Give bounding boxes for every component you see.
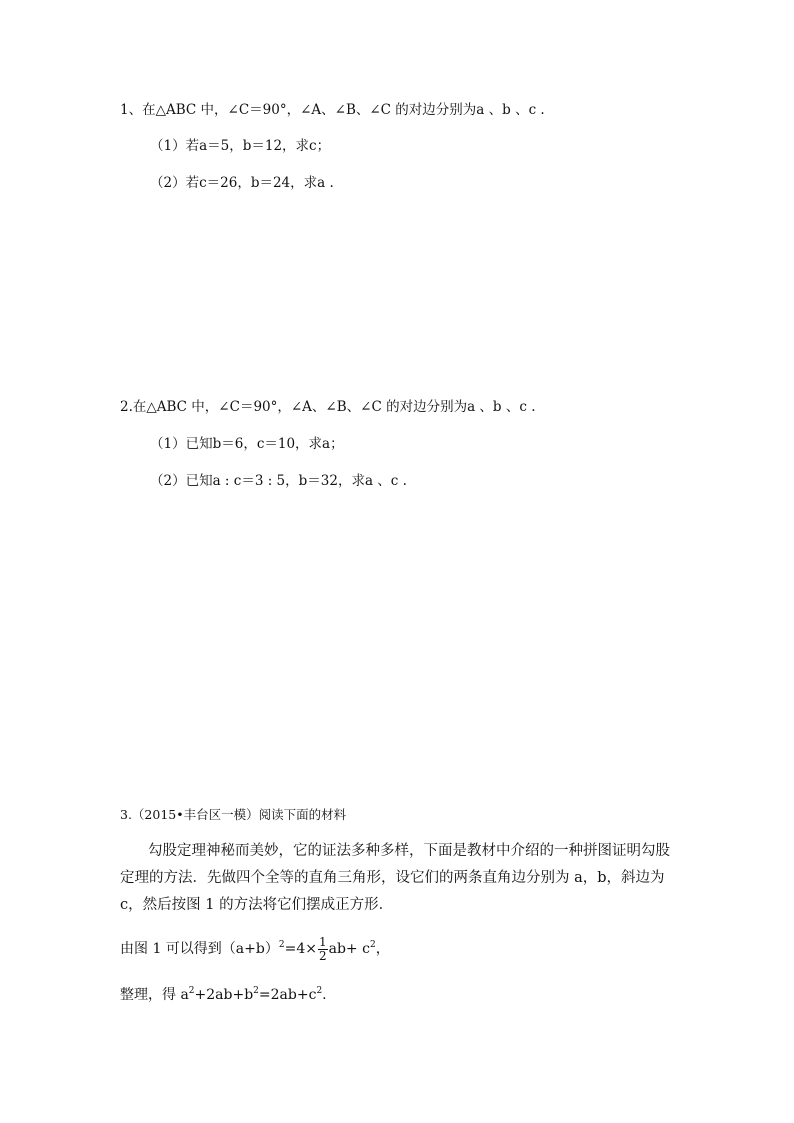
problem-2-part-2: （2）已知a : c＝3 : 5，b＝32，求a 、c . — [150, 473, 407, 489]
problem-1-part-2: （2）若c＝26，b＝24，求a . — [150, 175, 334, 191]
problem-2-stem: 2.在△ABC 中，∠C＝90°，∠A、∠B、∠C 的对边分别为a 、b 、c . — [120, 399, 536, 415]
problem-1-stem: 1、在△ABC 中，∠C＝90°，∠A、∠B、∠C 的对边分别为a 、b 、c . — [120, 102, 545, 118]
equation-2: 整理，得 $a^2+2ab+b^2=2ab+c^2$. — [120, 986, 327, 1003]
problem-2-part-1: （1）已知b＝6，c＝10，求a； — [150, 436, 344, 452]
problem-3-paragraph: 勾股定理神秘而美妙，它的证法多种多样，下面是教材中介绍的一种拼图证明勾股定理的方法．先做四个全等的直角三角形，设它们的两条直角边分别为 a，b，斜边为 c，然后按图 1 的方法将它们摆成正方形． — [120, 843, 670, 913]
problem-3-heading: 3.（2015•丰台区一模）阅读下面的材料 — [120, 807, 347, 822]
equation-1: 由图 1 可以得到$(a+b)^2=4\times$ $\frac{1}{2}$ $ab+ c^2$， — [120, 934, 390, 963]
fraction-one-half: $\frac{1}{2}$ — [318, 934, 327, 963]
problem-1-part-1: （1）若a＝5，b＝12，求c； — [150, 138, 331, 154]
